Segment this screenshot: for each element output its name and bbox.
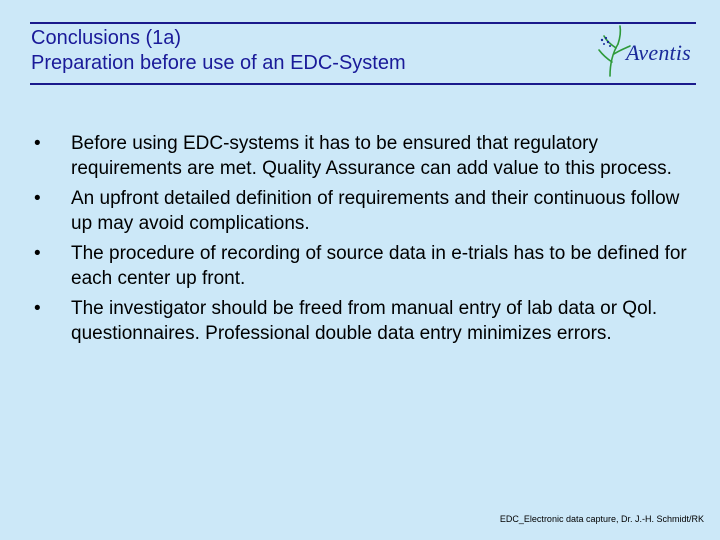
bullet-item xyxy=(34,297,694,346)
page-title xyxy=(31,26,551,76)
bullet-item xyxy=(34,132,694,181)
header-divider xyxy=(30,83,696,85)
bullet-icon: • xyxy=(34,298,41,319)
bullet-text: The procedure of recording of source data in e-trials has to be defined for each center up front. xyxy=(71,243,687,289)
title-line-2: Preparation before use of an EDC-System xyxy=(31,52,406,74)
bullet-icon: • xyxy=(34,188,41,209)
bullet-item xyxy=(34,187,694,236)
aventis-logo xyxy=(596,24,706,78)
bullet-text: The investigator should be freed from manual entry of lab data or Qol. questionnaires. Professional double data entry minimizes errors. xyxy=(71,298,658,344)
bullet-text: Before using EDC-systems it has to be ensured that regulatory requirements are met. Quality Assurance can add value to this process. xyxy=(71,133,672,179)
bullet-icon: • xyxy=(34,133,41,154)
bullet-list xyxy=(34,132,694,352)
bullet-item xyxy=(34,242,694,291)
bullet-text: An upfront detailed definition of requirements and their continuous follow up may avoid complications. xyxy=(71,188,680,234)
footer-credit: EDC_Electronic data capture, Dr. J.-H. Schmidt/RK xyxy=(499,514,704,524)
title-line-1: Conclusions (1a) xyxy=(31,27,182,49)
bullet-icon: • xyxy=(34,243,41,264)
logo-brand-text: Aventis xyxy=(626,40,691,65)
